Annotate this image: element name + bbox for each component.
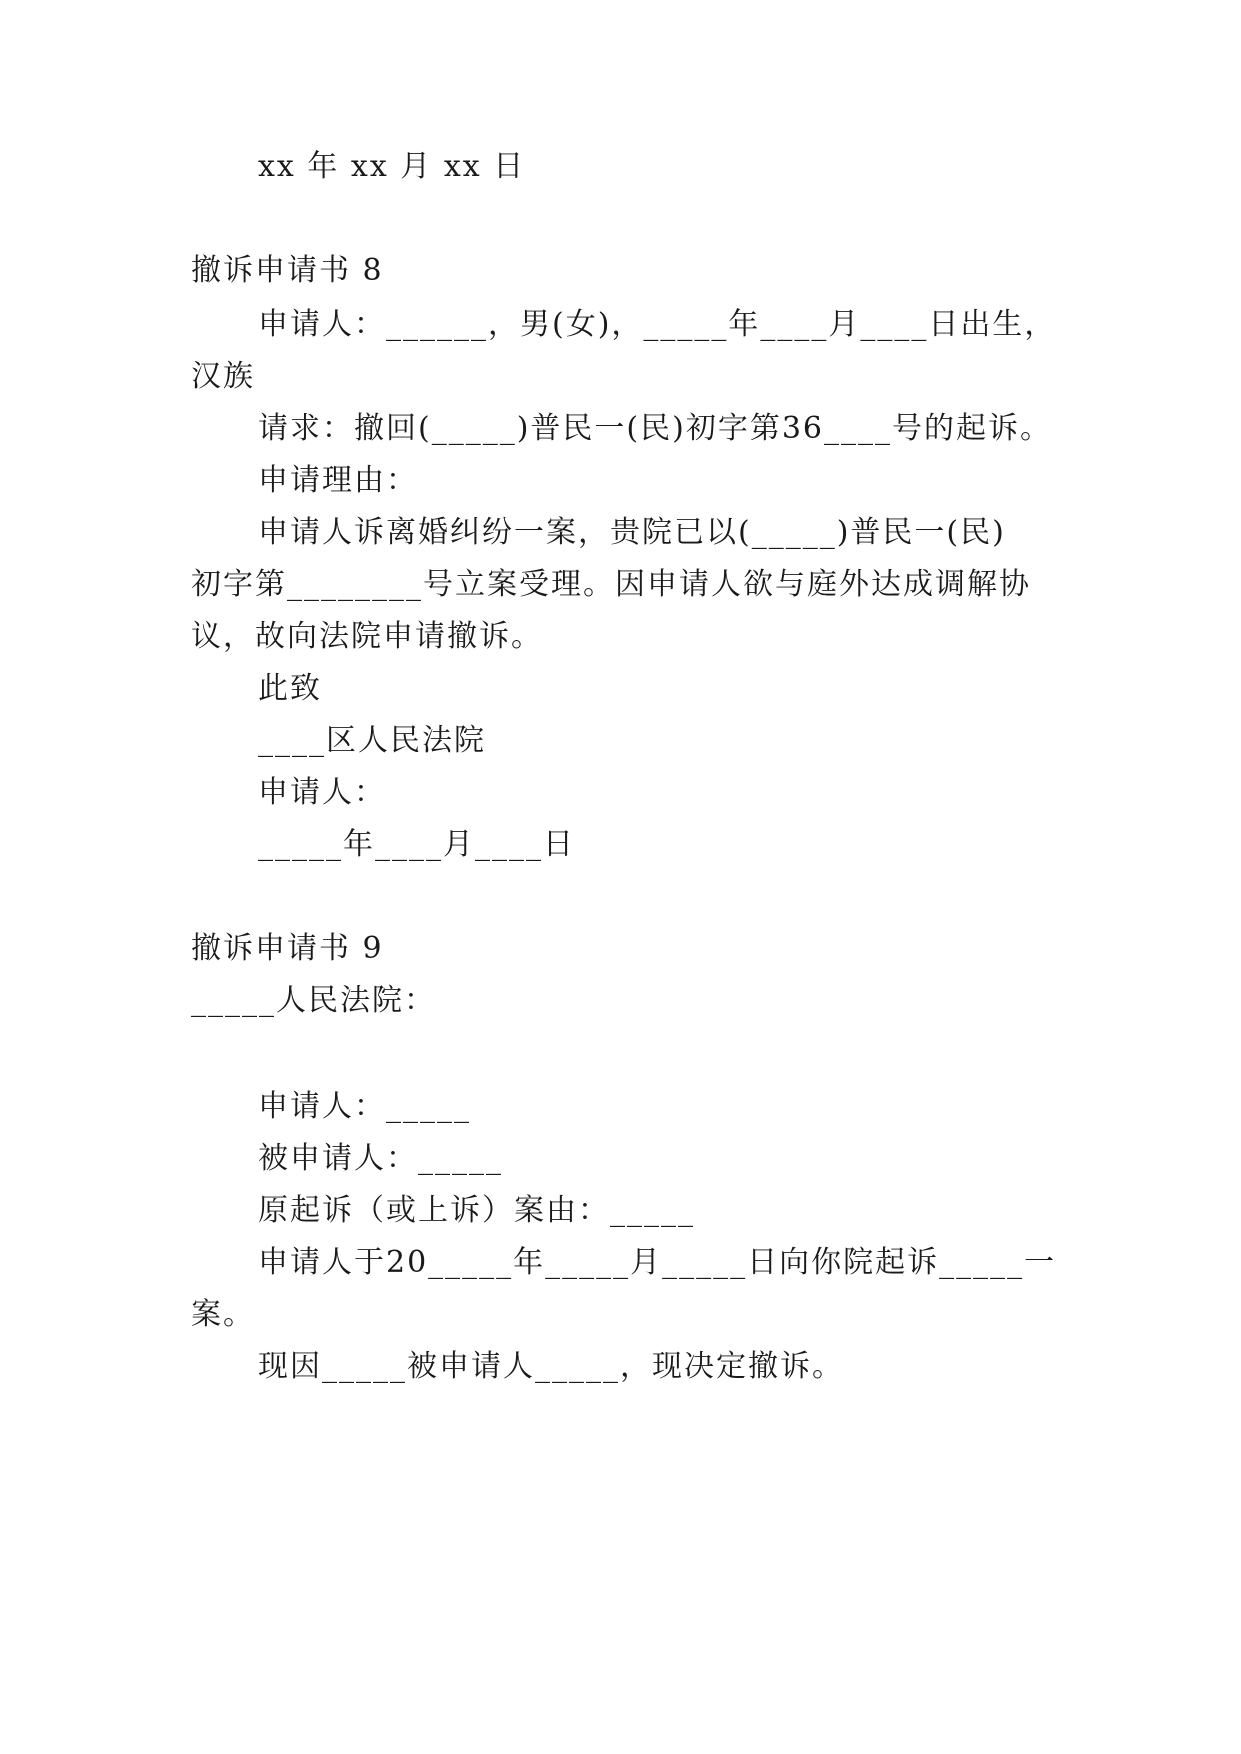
doc8-closing: 此致 <box>258 671 322 706</box>
doc8-reason-heading: 申请理由： <box>258 463 418 498</box>
doc9-cause: 原起诉（或上诉）案由：_____ <box>258 1193 695 1228</box>
doc9-body-line-3: 现因_____被申请人_____，现决定撤诉。 <box>258 1349 844 1384</box>
doc8-applicant-line-1: 申请人：______，男(女)，_____年____月____日出生， <box>258 307 1057 342</box>
doc8-applicant-line-2: 汉族 <box>191 359 255 394</box>
doc8-date: _____年____月____日 <box>258 827 575 862</box>
doc8-signature-label: 申请人： <box>258 775 386 810</box>
date-line: xx 年 xx 月 xx 日 <box>258 149 526 184</box>
doc9-body-line-2: 案。 <box>191 1297 255 1332</box>
doc9-respondent: 被申请人：_____ <box>258 1141 503 1176</box>
doc8-reason-line-2: 初字第________号立案受理。因申请人欲与庭外达成调解协 <box>191 567 1031 602</box>
doc8-title: 撤诉申请书 8 <box>191 253 384 288</box>
doc8-reason-line-3: 议，故向法院申请撤诉。 <box>191 619 543 654</box>
doc9-body-line-1: 申请人于20_____年_____月_____日向你院起诉_____一 <box>258 1245 1057 1280</box>
doc8-request: 请求：撤回(_____)普民一(民)初字第36____号的起诉。 <box>258 411 1052 446</box>
doc9-title: 撤诉申请书 9 <box>191 931 384 966</box>
doc9-addressee: _____人民法院： <box>191 983 436 1018</box>
doc8-reason-line-1: 申请人诉离婚纠纷一案，贵院已以(_____)普民一(民) <box>258 515 1006 550</box>
doc9-applicant: 申请人：_____ <box>258 1089 471 1124</box>
doc8-court: ____区人民法院 <box>258 723 486 758</box>
